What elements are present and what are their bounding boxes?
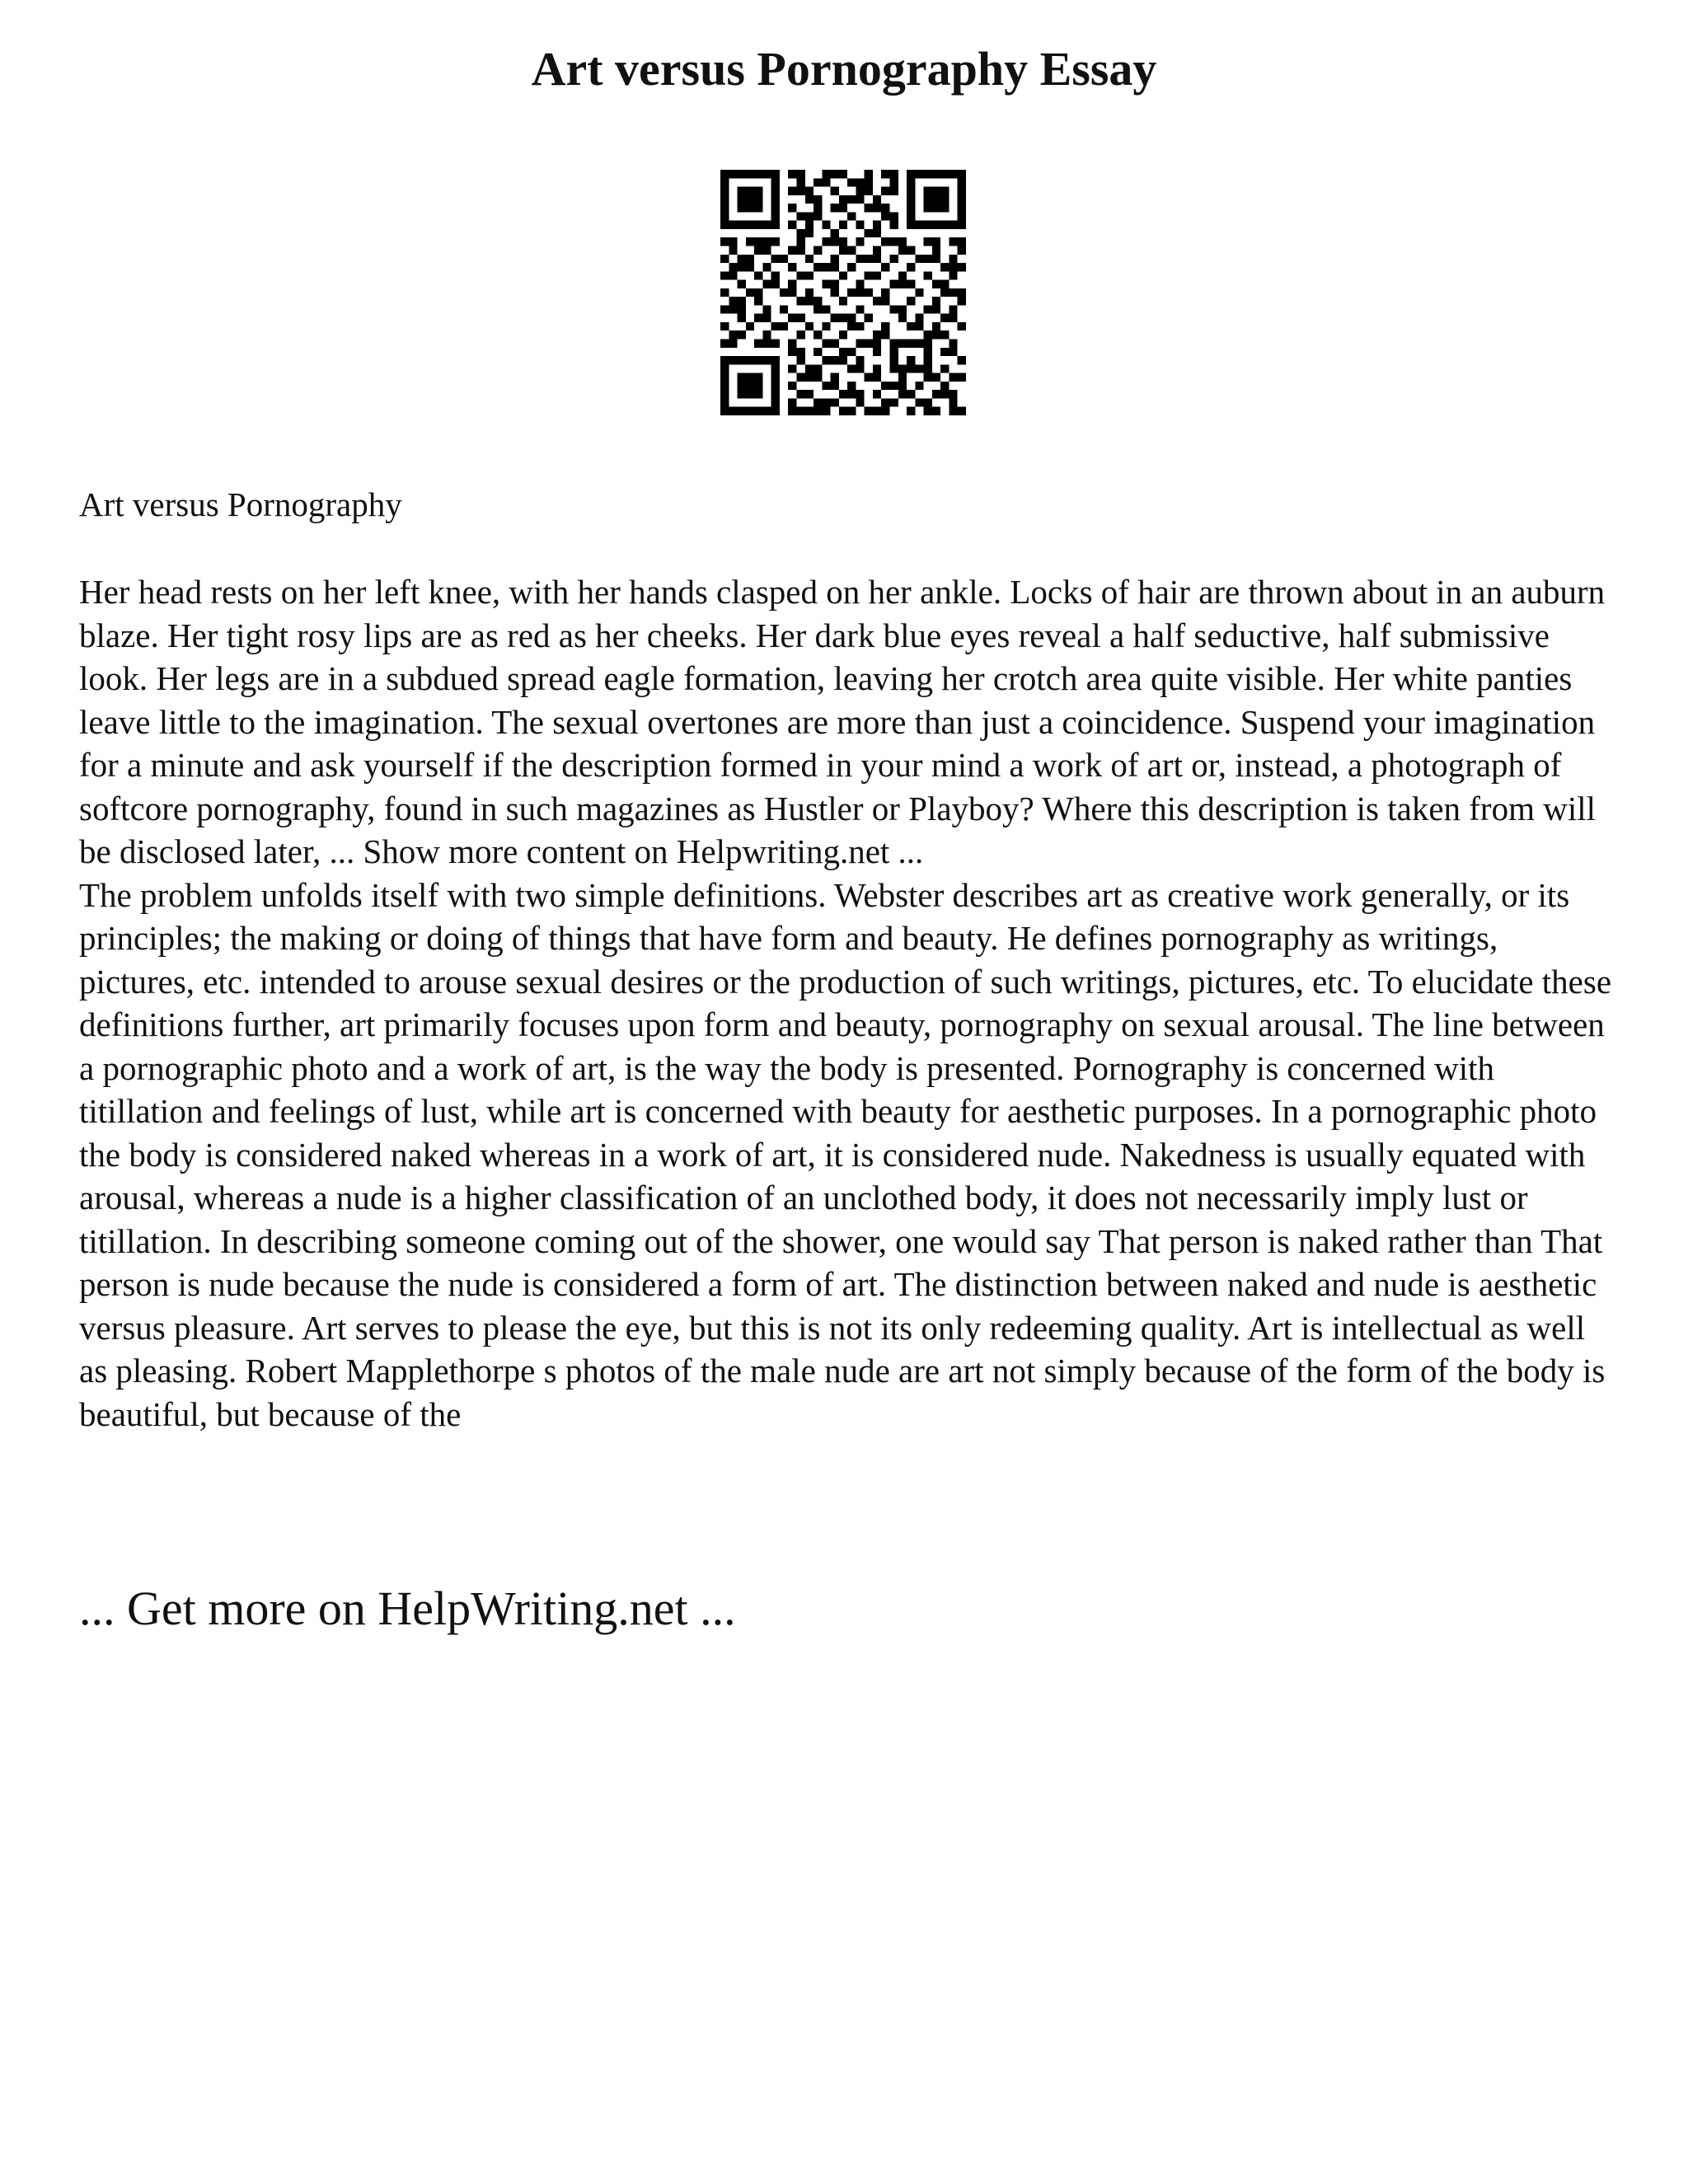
essay-body xyxy=(79,570,1620,1436)
qr-code-icon xyxy=(720,170,966,415)
page-title: Art versus Pornography Essay xyxy=(531,42,1157,96)
essay-paragraph: Her head rests on her left knee, with her hands clasped on her ankle. Locks of hair are thrown about in an auburn blaze. Her tight rosy lips are as red as her cheeks. Her dark blue eyes reveal a half seductive, half submissive look. Her legs are in a subdued spread eagle formation, leaving her crotch area quite visible. Her white panties leave little to the imagination. The sexual overtones are more than just a coincidence. Suspend your imagination for a minute and ask yourself if the description formed in your mind a work of art or, instead, a photograph of softcore pornography, found in such magazines as Hustler or Playboy? Where this description is taken from will be disclosed later, ... Show more content on Helpwriting.net ... xyxy=(79,573,1606,870)
essay-subtitle: Art versus Pornography xyxy=(79,485,402,523)
get-more-link[interactable]: ... Get more on HelpWriting.net ... xyxy=(79,1582,736,1635)
essay-paragraph: The problem unfolds itself with two simple definitions. Webster describes art as creative work generally, or its principles; the making or doing of things that have form and beauty. He defines pornography as writings, pictures, etc. intended to arouse sexual desires or the production of such writings, pictures, etc. To elucidate these definitions further, art primarily focuses upon form and beauty, pornography on sexual arousal. The line between a pornographic photo and a work of art, is the way the body is presented. Pornography is concerned with titillation and feelings of lust, while art is concerned with beauty for aesthetic purposes. In a pornographic photo the body is considered naked whereas in a work of art, it is considered nude. Nakedness is usually equated with arousal, whereas a nude is a higher classification of an unclothed body, it does not necessarily imply lust or titillation. In describing someone coming out of the shower, one would say That person is naked rather than That person is nude because the nude is considered a form of art. The distinction between naked and nude is aesthetic versus pleasure. Art serves to please the eye, but this is not its only redeeming quality. Art is intellectual as well as pleasing. Robert Mapplethorpe s photos of the male nude are art not simply because of the form of the body is beautiful, but because of the xyxy=(79,875,1612,1433)
